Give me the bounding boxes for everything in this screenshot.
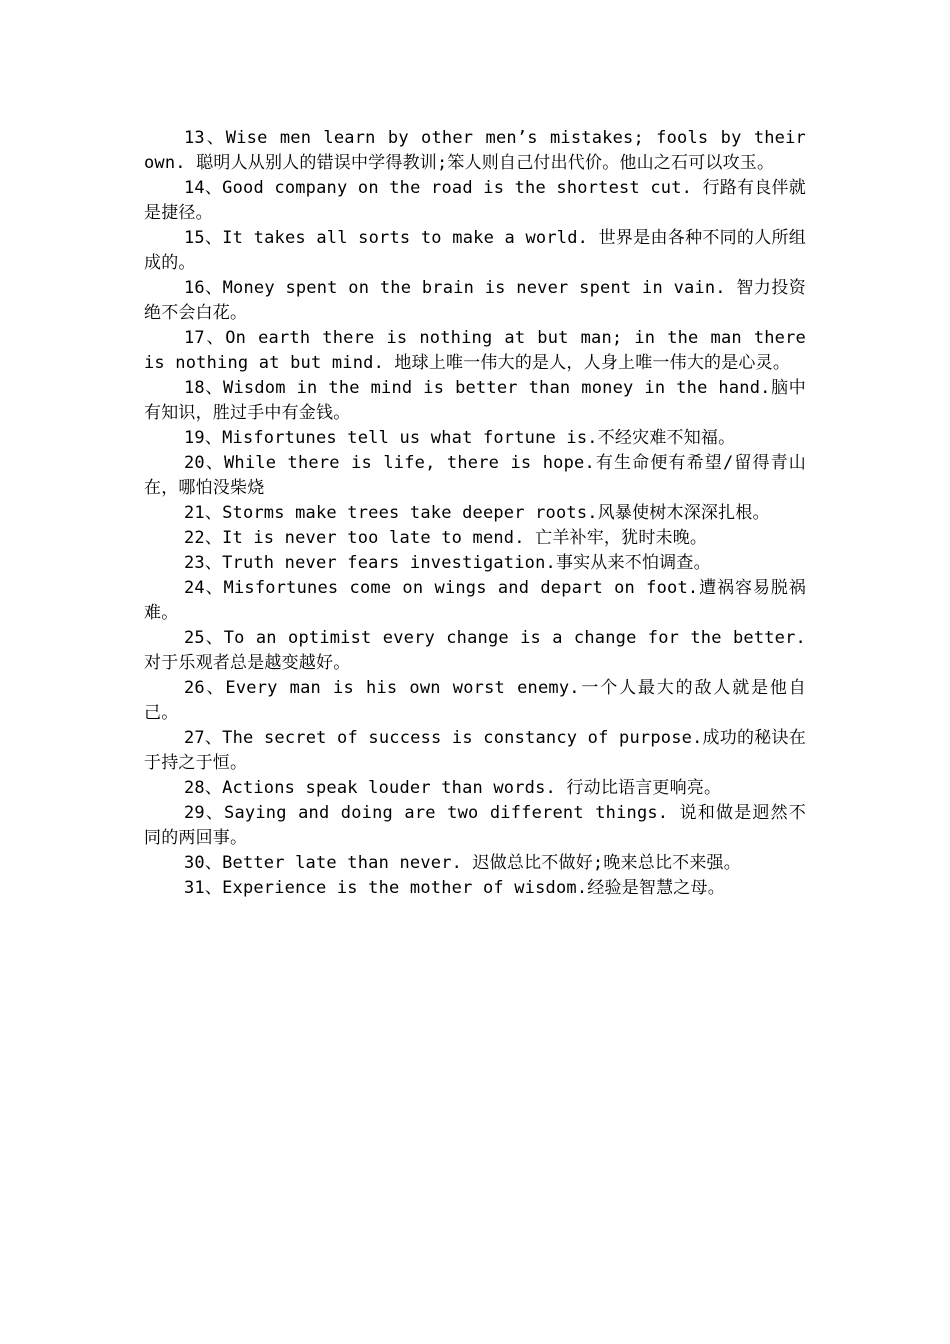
proverb-22: 22、It is never too late to mend. 亡羊补牢，犹时未晚。 xyxy=(184,528,708,548)
proverb-16: 16、Money spent on the brain is never spent in vain. 智力投资绝不会白花。 xyxy=(144,278,806,323)
proverb-14: 14、Good company on the road is the shortest cut. 行路有良伴就是捷径。 xyxy=(144,178,806,223)
proverb-20: 20、While there is life, there is hope.有生命便有希望/留得青山在，哪怕没柴烧 xyxy=(144,453,806,498)
proverb-31: 31、Experience is the mother of wisdom.经验是智慧之母。 xyxy=(184,878,725,898)
document-page xyxy=(144,126,806,901)
proverb-13: 13、Wise men learn by other men’s mistakes; fools by their own. 聪明人从别人的错误中学得教训;笨人则自己付出代价。他山之石可以攻玉。 xyxy=(144,128,806,173)
proverb-29: 29、Saying and doing are two different things. 说和做是迥然不同的两回事。 xyxy=(144,803,806,848)
proverb-21: 21、Storms make trees take deeper roots.风暴使树木深深扎根。 xyxy=(184,503,770,523)
proverb-24: 24、Misfortunes come on wings and depart on foot.遭祸容易脱祸难。 xyxy=(144,578,806,623)
proverb-30: 30、Better late than never. 迟做总比不做好;晚来总比不来强。 xyxy=(184,853,741,873)
proverb-18: 18、Wisdom in the mind is better than money in the hand.脑中有知识，胜过手中有金钱。 xyxy=(144,378,806,423)
proverb-23: 23、Truth never fears investigation.事实从来不怕调查。 xyxy=(184,553,711,573)
proverb-17: 17、On earth there is nothing at but man; in the man there is nothing at but mind. 地球上唯一伟大的是人，人身上唯一伟大的是心灵。 xyxy=(144,328,806,373)
proverb-28: 28、Actions speak louder than words. 行动比语言更响亮。 xyxy=(184,778,722,798)
proverb-25: 25、To an optimist every change is a change for the better.对于乐观者总是越变越好。 xyxy=(144,628,806,673)
proverb-15: 15、It takes all sorts to make a world. 世界是由各种不同的人所组成的。 xyxy=(144,228,806,273)
proverb-26: 26、Every man is his own worst enemy.一个人最大的敌人就是他自己。 xyxy=(144,678,806,723)
proverb-27: 27、The secret of success is constancy of purpose.成功的秘诀在于持之于恒。 xyxy=(144,728,806,773)
proverb-19: 19、Misfortunes tell us what fortune is.不经灾难不知福。 xyxy=(184,428,736,448)
